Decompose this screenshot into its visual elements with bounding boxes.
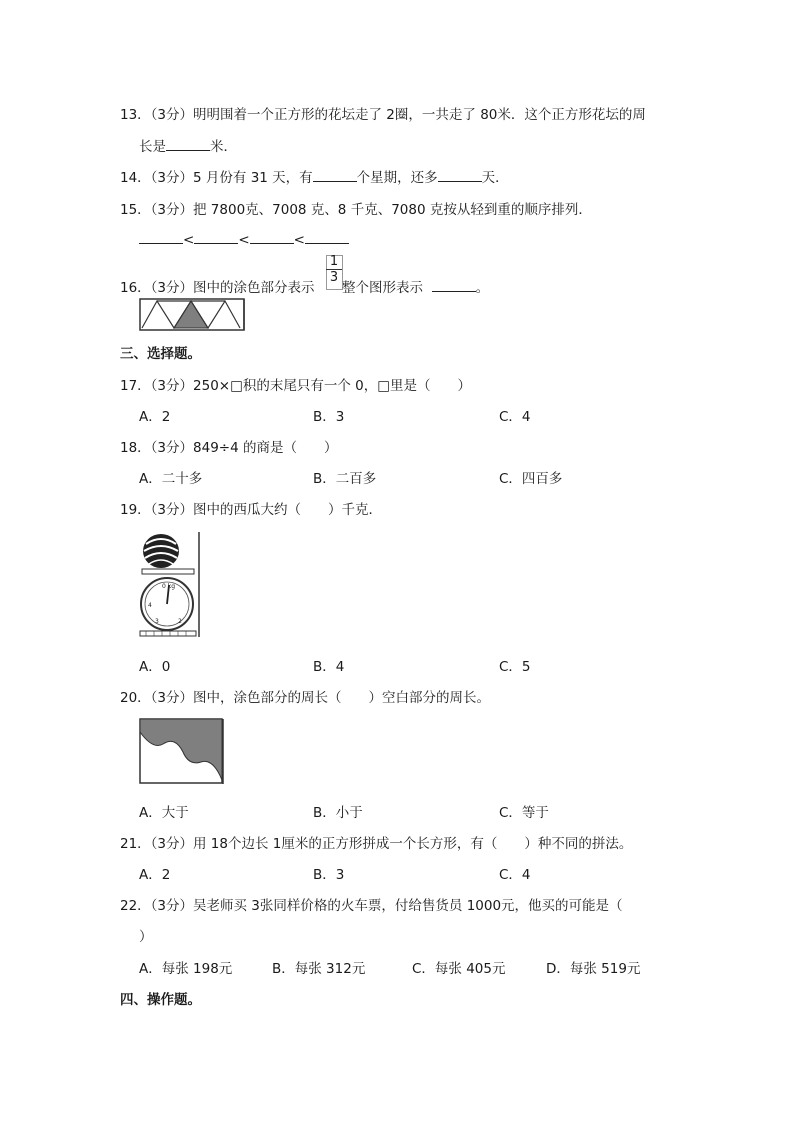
q16-text-a: 16．（3分）图中的涂色部分表示: [120, 280, 315, 296]
svg-text:4: 4: [148, 602, 152, 609]
q15-order-row: [139, 229, 349, 248]
q22-option-b[interactable]: B．每张 312元: [272, 961, 366, 977]
q21-text: 21．（3分）用 18个边长 1厘米的正方形拼成一个长方形，有（ ）种不同的拼法。: [120, 836, 633, 852]
q16-fraction-denominator: 3: [326, 269, 342, 285]
q22-line2: ）: [139, 929, 153, 945]
q19-option-a[interactable]: A．0: [139, 659, 171, 675]
q15-lt-3: <: [293, 232, 305, 248]
q13-line2: [139, 135, 237, 155]
q14-text-a: 14．（3分）5 月份有 31 天，有: [120, 170, 313, 186]
q21-option-a[interactable]: A．2: [139, 867, 171, 883]
q16-fraction-numerator: 1: [329, 254, 339, 269]
q16-fraction: [326, 254, 342, 285]
svg-text:2: 2: [178, 618, 182, 625]
q13-text-b: 米．: [210, 139, 237, 155]
q17-option-a[interactable]: A．2: [139, 409, 171, 425]
q18-text: 18．（3分）849÷4 的商是（ ）: [120, 440, 338, 456]
q16-text-c: 。: [475, 280, 490, 296]
q22-option-c[interactable]: C．每张 405元: [412, 961, 506, 977]
q13-text-a: 长是: [139, 139, 166, 155]
q21-option-b[interactable]: B．3: [313, 867, 345, 883]
q15-lt-1: <: [183, 232, 195, 248]
q18-option-a[interactable]: A．二十多: [139, 471, 203, 487]
q14-line: [120, 166, 509, 186]
q15-blank-3[interactable]: [250, 229, 294, 244]
section-4-title: 四、操作题。: [120, 992, 201, 1008]
q17-option-c[interactable]: C．4: [499, 409, 531, 425]
q13-line1: 13．（3分）明明围着一个正方形的花坛走了 2圈，一共走了 80米．这个正方形花坛的周: [120, 107, 646, 123]
q20-option-c[interactable]: C．等于: [499, 805, 549, 821]
q20-option-a[interactable]: A．大于: [139, 805, 189, 821]
svg-text:3: 3: [155, 618, 159, 625]
q18-option-b[interactable]: B．二百多: [313, 471, 377, 487]
q13-answer-blank[interactable]: [166, 136, 210, 151]
q15-lt-2: <: [238, 232, 250, 248]
q14-text-b: 个星期，还多: [356, 170, 438, 186]
scale-zero-label: 0 kg: [162, 583, 176, 590]
q20-option-b[interactable]: B．小于: [313, 805, 363, 821]
q14-weeks-blank[interactable]: [313, 167, 357, 182]
q19-watermelon-scale-figure: [138, 530, 202, 638]
q22-line1: 22．（3分）吴老师买 3张同样价格的火车票，付给售货员 1000元，他买的可能是（: [120, 898, 623, 914]
q15-text: 15．（3分）把 7800克、7008 克、8 千克、7080 克按从轻到重的顺序排列．: [120, 202, 592, 218]
q17-option-b[interactable]: B．3: [313, 409, 345, 425]
q16-text-b: 整个图形表示: [342, 280, 423, 296]
q14-text-c: 天．: [481, 170, 509, 186]
q22-option-a[interactable]: A．每张 198元: [139, 961, 233, 977]
q19-option-c[interactable]: C．5: [499, 659, 531, 675]
q17-text: 17．（3分）250×□积的末尾只有一个 0，□里是（ ）: [120, 378, 471, 394]
q20-text: 20．（3分）图中，涂色部分的周长（ ）空白部分的周长。: [120, 690, 491, 706]
q16-line-rest: [342, 276, 489, 296]
q20-shaded-figure: [139, 718, 225, 786]
q22-option-d[interactable]: D．每张 519元: [546, 961, 641, 977]
q19-text: 19．（3分）图中的西瓜大约（ ）千克．: [120, 502, 383, 518]
q15-blank-2[interactable]: [194, 229, 238, 244]
section-3-title: 三、选择题。: [120, 346, 201, 362]
q18-option-c[interactable]: C．四百多: [499, 471, 563, 487]
q15-blank-4[interactable]: [305, 229, 349, 244]
q19-option-b[interactable]: B．4: [313, 659, 345, 675]
q21-option-c[interactable]: C．4: [499, 867, 531, 883]
q14-days-blank[interactable]: [438, 167, 482, 182]
q15-blank-1[interactable]: [139, 229, 183, 244]
q16-answer-blank[interactable]: [432, 277, 476, 292]
q16-triangle-figure: [139, 298, 247, 332]
